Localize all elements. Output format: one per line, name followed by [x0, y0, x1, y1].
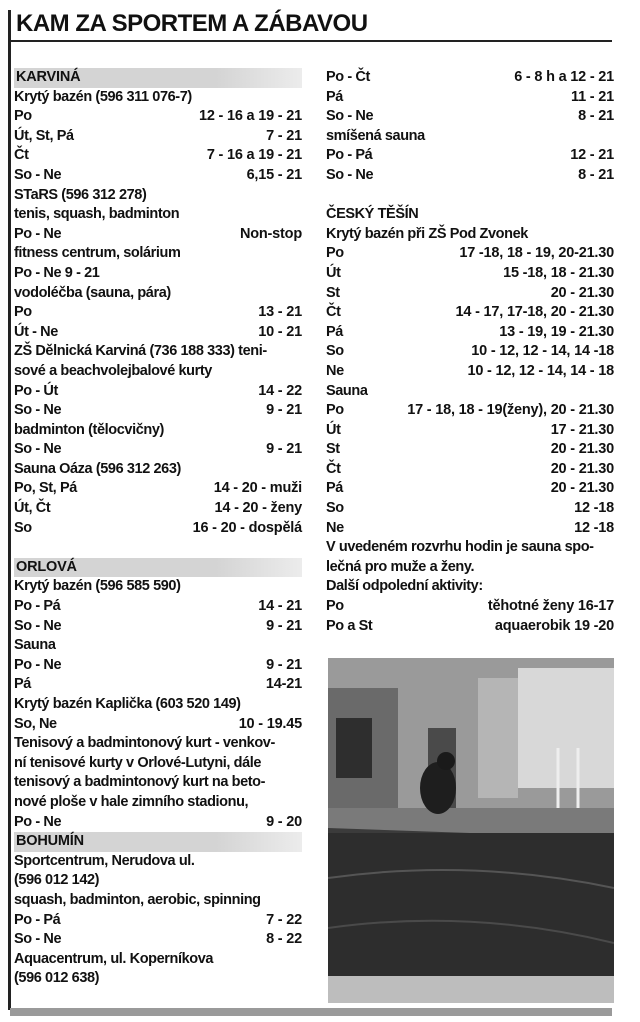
left-column	[14, 68, 302, 989]
schedule-hours: 14 - 20 - muži	[213, 480, 302, 497]
schedule-hours: těhotné ženy 16-17	[487, 598, 614, 615]
schedule-row	[326, 284, 614, 304]
text-line: tenis, squash, badminton	[14, 206, 180, 223]
schedule-row	[326, 342, 614, 362]
schedule-days: So - Ne	[326, 108, 374, 125]
swimming-pool-photo	[328, 658, 614, 1003]
text-line: smíšená sauna	[326, 127, 425, 144]
schedule-days: Po - Ne	[14, 656, 62, 673]
text-line: Krytý bazén Kaplička (603 520 149)	[14, 696, 241, 712]
schedule-row	[14, 440, 302, 460]
schedule-days: St	[326, 441, 340, 458]
schedule-days: Čt	[326, 304, 341, 321]
schedule-hours: 17 - 18, 18 - 19(ženy), 20 - 21.30	[407, 402, 614, 419]
schedule-hours: 11 - 21	[571, 88, 614, 105]
text-line: (596 012 638)	[14, 970, 100, 987]
schedule-hours: 20 - 21.30	[550, 460, 614, 477]
text-line: vodoléčba (sauna, pára)	[14, 284, 171, 301]
text-line: fitness centrum, solárium	[14, 245, 181, 262]
schedule-days: Po	[326, 245, 344, 262]
schedule-hours: 12 -18	[574, 500, 614, 517]
title-underline	[10, 40, 612, 42]
schedule-days: Út	[326, 264, 341, 281]
schedule-days: Po - Ne	[14, 813, 62, 830]
schedule-row	[326, 107, 614, 127]
schedule-row	[14, 499, 302, 519]
schedule-hours: 9 - 21	[266, 441, 302, 458]
schedule-row	[326, 88, 614, 108]
text-line: Po - Ne 9 - 21	[14, 264, 100, 281]
schedule-hours: 6 - 8 h a 12 - 21	[514, 69, 614, 85]
schedule-hours: 20 - 21.30	[550, 480, 614, 497]
schedule-days: Po - Pá	[14, 598, 61, 615]
schedule-row	[326, 166, 614, 186]
schedule-hours: 14 - 17, 17-18, 20 - 21.30	[455, 304, 614, 321]
schedule-row	[14, 401, 302, 421]
spacer	[14, 538, 302, 558]
section-heading: ORLOVÁ	[14, 558, 302, 578]
schedule-hours: 13 - 19, 19 - 21.30	[499, 323, 614, 340]
schedule-hours: 10 - 21	[258, 323, 302, 340]
schedule-hours: 9 - 21	[266, 656, 302, 673]
left-border-rule	[8, 10, 11, 1010]
right-column	[326, 68, 614, 636]
schedule-row	[14, 813, 302, 833]
schedule-hours: Non-stop	[239, 225, 302, 242]
schedule-days: So	[14, 519, 32, 536]
schedule-row	[326, 303, 614, 323]
schedule-hours: 10 - 12, 12 - 14, 14 - 18	[467, 362, 614, 379]
schedule-days: So, Ne	[14, 715, 57, 732]
schedule-row	[326, 440, 614, 460]
text-line: squash, badminton, aerobic, spinning	[14, 891, 261, 908]
schedule-hours: 12 - 21	[570, 147, 614, 164]
text-line: Sauna	[326, 382, 368, 399]
schedule-days: Út, St, Pá	[14, 127, 74, 144]
schedule-days: Po	[14, 304, 32, 321]
schedule-hours: 16 - 20 - dospělá	[192, 519, 302, 536]
text-line: ZŠ Dělnická Karviná (736 188 333) teni-	[14, 343, 267, 360]
schedule-row	[326, 362, 614, 382]
schedule-hours: 17 - 21.30	[550, 421, 614, 438]
schedule-row	[14, 597, 302, 617]
schedule-row	[14, 519, 302, 539]
schedule-days: St	[326, 284, 340, 301]
schedule-days: So - Ne	[14, 441, 62, 458]
schedule-row	[14, 479, 302, 499]
schedule-row	[326, 323, 614, 343]
schedule-row	[14, 146, 302, 166]
schedule-days: Pá	[326, 88, 343, 105]
schedule-hours: 9 - 20	[266, 813, 302, 830]
schedule-days: So	[326, 343, 344, 360]
schedule-days: Po, St, Pá	[14, 480, 77, 497]
schedule-row	[326, 146, 614, 166]
text-line: ČESKÝ TĚŠÍN	[326, 206, 419, 223]
schedule-row	[14, 930, 302, 950]
text-line: nové ploše v hale zimního stadionu,	[14, 793, 249, 810]
text-line: V uvedeném rozvrhu hodin je sauna spo-	[326, 539, 594, 556]
schedule-hours: 8 - 21	[578, 166, 614, 183]
schedule-days: Po - Pá	[14, 911, 61, 928]
schedule-hours: 9 - 21	[266, 617, 302, 634]
text-line: lečná pro muže a ženy.	[326, 558, 475, 575]
schedule-hours: 12 -18	[574, 519, 614, 536]
schedule-days: Út - Ne	[14, 323, 58, 340]
page-title: KAM ZA SPORTEM A ZÁBAVOU	[16, 10, 368, 37]
schedule-row	[14, 911, 302, 931]
schedule-days: So	[326, 500, 344, 517]
bottom-rule	[10, 1008, 612, 1016]
text-line: Další odpolední aktivity:	[326, 578, 483, 595]
schedule-hours: 20 - 21.30	[550, 284, 614, 301]
schedule-row	[14, 107, 302, 127]
schedule-days: So - Ne	[326, 166, 374, 183]
schedule-row	[14, 715, 302, 735]
text-line: ní tenisové kurty v Orlové-Lutyni, dále	[14, 754, 262, 771]
schedule-hours: 7 - 21	[266, 127, 302, 144]
schedule-hours: 13 - 21	[258, 304, 302, 321]
schedule-days: Út	[326, 421, 341, 438]
schedule-hours: 14 - 22	[258, 382, 302, 399]
schedule-hours: 6,15 - 21	[246, 166, 302, 183]
section-heading: BOHUMÍN	[14, 832, 302, 852]
schedule-days: Čt	[326, 460, 341, 477]
text-line: Krytý bazén (596 311 076-7)	[14, 88, 192, 105]
text-line: sové a beachvolejbalové kurty	[14, 362, 212, 379]
schedule-row	[326, 401, 614, 421]
schedule-row	[14, 617, 302, 637]
text-line: Sportcentrum, Nerudova ul.	[14, 852, 195, 869]
schedule-days: Po - Pá	[326, 147, 373, 164]
schedule-days: So - Ne	[14, 402, 62, 419]
text-line: (596 012 142)	[14, 872, 100, 889]
schedule-row	[326, 479, 614, 499]
schedule-days: So - Ne	[14, 617, 62, 634]
schedule-hours: aquaerobik 19 -20	[494, 617, 614, 634]
schedule-days: So - Ne	[14, 931, 62, 948]
schedule-row	[14, 323, 302, 343]
schedule-days: Pá	[326, 323, 343, 340]
schedule-hours: 10 - 19.45	[238, 715, 302, 732]
schedule-days: Út, Čt	[14, 500, 51, 517]
schedule-hours: 14 - 20 - ženy	[214, 500, 302, 517]
text-line: STaRS (596 312 278)	[14, 186, 147, 203]
schedule-hours: 9 - 21	[266, 402, 302, 419]
schedule-row	[326, 264, 614, 284]
text-line: Aquacentrum, ul. Koperníkova	[14, 950, 214, 967]
schedule-row	[326, 421, 614, 441]
schedule-row	[14, 127, 302, 147]
schedule-days: Po	[326, 598, 344, 615]
schedule-hours: 10 - 12, 12 - 14, 14 -18	[471, 343, 614, 360]
schedule-days: Pá	[326, 480, 343, 497]
schedule-row	[14, 166, 302, 186]
schedule-hours: 14-21	[265, 676, 302, 693]
schedule-row	[14, 225, 302, 245]
schedule-days: Po - Út	[14, 382, 58, 399]
schedule-hours: 20 - 21.30	[550, 441, 614, 458]
spacer	[326, 186, 614, 206]
text-line: Krytý bazén při ZŠ Pod Zvonek	[326, 225, 528, 242]
schedule-row	[14, 675, 302, 695]
schedule-hours: 17 -18, 18 - 19, 20-21.30	[459, 245, 614, 262]
schedule-days: Ne	[326, 362, 344, 379]
schedule-row	[326, 244, 614, 264]
schedule-row	[326, 617, 614, 637]
text-line: tenisový a badmintonový kurt na beto-	[14, 774, 266, 791]
schedule-row	[14, 382, 302, 402]
schedule-row	[14, 303, 302, 323]
schedule-hours: 12 - 16 a 19 - 21	[198, 108, 302, 125]
text-line: badminton (tělocvičny)	[14, 421, 164, 438]
schedule-days: So - Ne	[14, 166, 62, 183]
schedule-days: Po - Čt	[326, 69, 370, 85]
text-line: Sauna Oáza (596 312 263)	[14, 460, 181, 477]
schedule-row	[326, 68, 614, 88]
schedule-days: Pá	[14, 676, 31, 693]
schedule-hours: 8 - 22	[266, 931, 302, 948]
schedule-hours: 8 - 21	[578, 108, 614, 125]
schedule-days: Po a St	[326, 617, 373, 634]
text-line: Sauna	[14, 637, 56, 654]
schedule-hours: 15 -18, 18 - 21.30	[503, 264, 614, 281]
schedule-row	[326, 519, 614, 539]
text-line: Tenisový a badmintonový kurt - venkov-	[14, 735, 275, 752]
schedule-row	[326, 499, 614, 519]
schedule-row	[326, 460, 614, 480]
schedule-row	[14, 656, 302, 676]
schedule-hours: 7 - 16 a 19 - 21	[206, 147, 302, 164]
text-line: Krytý bazén (596 585 590)	[14, 578, 181, 595]
schedule-days: Po - Ne	[14, 225, 62, 242]
section-heading: KARVINÁ	[14, 68, 302, 88]
schedule-days: Po	[326, 402, 344, 419]
schedule-days: Po	[14, 108, 32, 125]
schedule-hours: 14 - 21	[258, 598, 302, 615]
schedule-days: Čt	[14, 147, 29, 164]
schedule-row	[326, 597, 614, 617]
schedule-hours: 7 - 22	[266, 911, 302, 928]
schedule-days: Ne	[326, 519, 344, 536]
